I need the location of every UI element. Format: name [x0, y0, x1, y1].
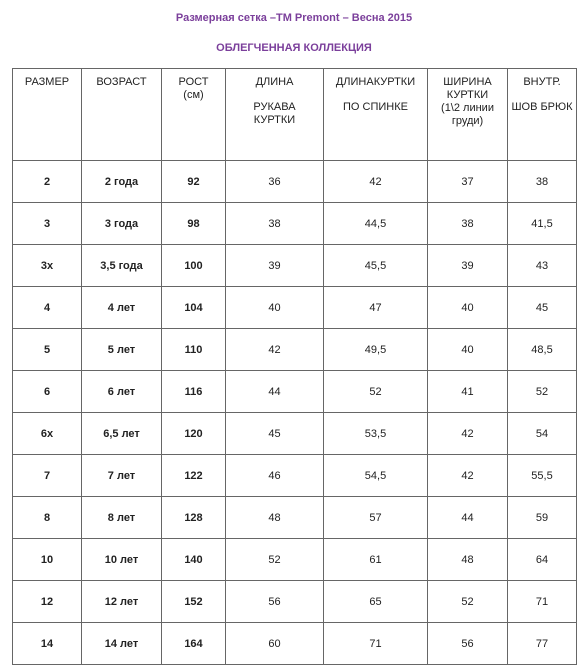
table-row: [13, 455, 577, 497]
cell-height: 92: [162, 161, 226, 203]
header-age: [82, 69, 162, 161]
cell-width: 44: [428, 497, 508, 539]
cell-size: 8: [13, 497, 82, 539]
cell-inseam: 77: [508, 623, 577, 665]
header-width-line3: (1\2 линии: [441, 102, 494, 114]
cell-width: 37: [428, 161, 508, 203]
header-inseam: [508, 69, 577, 161]
table-row: [13, 203, 577, 245]
cell-size: 4: [13, 287, 82, 329]
header-sleeve-length: [226, 69, 324, 161]
cell-back: 71: [324, 623, 428, 665]
cell-width: 40: [428, 287, 508, 329]
cell-width: 52: [428, 581, 508, 623]
table-row: [13, 539, 577, 581]
cell-sleeve: 42: [226, 329, 324, 371]
cell-height: 120: [162, 413, 226, 455]
cell-size: 14: [13, 623, 82, 665]
cell-age: 6,5 лет: [82, 413, 162, 455]
cell-size: 3х: [13, 245, 82, 287]
header-sleeve-line2: РУКАВА: [253, 101, 296, 113]
table-row: [13, 497, 577, 539]
cell-sleeve: 40: [226, 287, 324, 329]
header-height-line1: РОСТ: [178, 76, 209, 88]
cell-sleeve: 48: [226, 497, 324, 539]
table-row: [13, 245, 577, 287]
cell-size: 12: [13, 581, 82, 623]
cell-height: 140: [162, 539, 226, 581]
header-sleeve-line1: ДЛИНА: [255, 76, 294, 88]
cell-inseam: 55,5: [508, 455, 577, 497]
header-size: [13, 69, 82, 161]
header-back-line1: ДЛИНАКУРТКИ: [335, 76, 416, 88]
cell-age: 3,5 года: [82, 245, 162, 287]
header-back-line2: ПО СПИНКЕ: [343, 101, 408, 113]
cell-size: 5: [13, 329, 82, 371]
cell-width: 39: [428, 245, 508, 287]
cell-back: 45,5: [324, 245, 428, 287]
cell-size: 3: [13, 203, 82, 245]
cell-age: 8 лет: [82, 497, 162, 539]
cell-height: 122: [162, 455, 226, 497]
header-inseam-line2: ШОВ БРЮК: [511, 101, 573, 113]
cell-height: 116: [162, 371, 226, 413]
table-row: [13, 413, 577, 455]
cell-age: 12 лет: [82, 581, 162, 623]
cell-inseam: 45: [508, 287, 577, 329]
cell-back: 49,5: [324, 329, 428, 371]
cell-inseam: 71: [508, 581, 577, 623]
header-height: [162, 69, 226, 161]
cell-age: 5 лет: [82, 329, 162, 371]
cell-inseam: 54: [508, 413, 577, 455]
table-row: [13, 581, 577, 623]
cell-height: 110: [162, 329, 226, 371]
cell-back: 44,5: [324, 203, 428, 245]
cell-sleeve: 56: [226, 581, 324, 623]
header-size-label: РАЗМЕР: [24, 76, 70, 88]
table-row: [13, 329, 577, 371]
cell-inseam: 48,5: [508, 329, 577, 371]
header-row: [13, 69, 577, 161]
header-width-line4: груди): [451, 115, 484, 127]
cell-sleeve: 36: [226, 161, 324, 203]
cell-age: 7 лет: [82, 455, 162, 497]
cell-height: 98: [162, 203, 226, 245]
cell-height: 164: [162, 623, 226, 665]
cell-inseam: 43: [508, 245, 577, 287]
cell-age: 2 года: [82, 161, 162, 203]
cell-age: 3 года: [82, 203, 162, 245]
header-height-line2: (см): [183, 89, 204, 101]
cell-width: 42: [428, 413, 508, 455]
cell-inseam: 64: [508, 539, 577, 581]
cell-sleeve: 38: [226, 203, 324, 245]
cell-inseam: 52: [508, 371, 577, 413]
cell-width: 40: [428, 329, 508, 371]
cell-size: 2: [13, 161, 82, 203]
header-age-label: ВОЗРАСТ: [96, 76, 147, 88]
cell-width: 38: [428, 203, 508, 245]
cell-inseam: 41,5: [508, 203, 577, 245]
header-sleeve-line3: КУРТКИ: [253, 114, 296, 126]
cell-width: 48: [428, 539, 508, 581]
cell-sleeve: 39: [226, 245, 324, 287]
cell-sleeve: 52: [226, 539, 324, 581]
cell-height: 104: [162, 287, 226, 329]
cell-sleeve: 46: [226, 455, 324, 497]
size-chart-table: [12, 68, 577, 665]
header-width-line2: КУРТКИ: [446, 89, 489, 101]
cell-inseam: 59: [508, 497, 577, 539]
cell-width: 56: [428, 623, 508, 665]
cell-size: 10: [13, 539, 82, 581]
cell-back: 42: [324, 161, 428, 203]
header-inseam-line1: ВНУТР.: [523, 76, 561, 88]
cell-size: 6: [13, 371, 82, 413]
cell-age: 4 лет: [82, 287, 162, 329]
table-row: [13, 371, 577, 413]
cell-back: 52: [324, 371, 428, 413]
header-jacket-width: [428, 69, 508, 161]
table-row: [13, 623, 577, 665]
header-width-line1: ШИРИНА: [443, 76, 492, 88]
cell-size: 7: [13, 455, 82, 497]
cell-age: 14 лет: [82, 623, 162, 665]
cell-back: 57: [324, 497, 428, 539]
cell-back: 54,5: [324, 455, 428, 497]
cell-height: 100: [162, 245, 226, 287]
collection-subtitle: ОБЛЕГЧЕННАЯ КОЛЛЕКЦИЯ: [216, 42, 372, 54]
cell-height: 128: [162, 497, 226, 539]
table-row: [13, 161, 577, 203]
cell-age: 10 лет: [82, 539, 162, 581]
cell-age: 6 лет: [82, 371, 162, 413]
cell-sleeve: 44: [226, 371, 324, 413]
cell-size: 6х: [13, 413, 82, 455]
cell-back: 47: [324, 287, 428, 329]
cell-sleeve: 60: [226, 623, 324, 665]
cell-width: 41: [428, 371, 508, 413]
table-row: [13, 287, 577, 329]
header-back-length: [324, 69, 428, 161]
page-title: Размерная сетка –ТМ Premont – Весна 2015: [175, 12, 413, 24]
cell-height: 152: [162, 581, 226, 623]
cell-inseam: 38: [508, 161, 577, 203]
cell-back: 53,5: [324, 413, 428, 455]
cell-width: 42: [428, 455, 508, 497]
cell-sleeve: 45: [226, 413, 324, 455]
cell-back: 65: [324, 581, 428, 623]
cell-back: 61: [324, 539, 428, 581]
